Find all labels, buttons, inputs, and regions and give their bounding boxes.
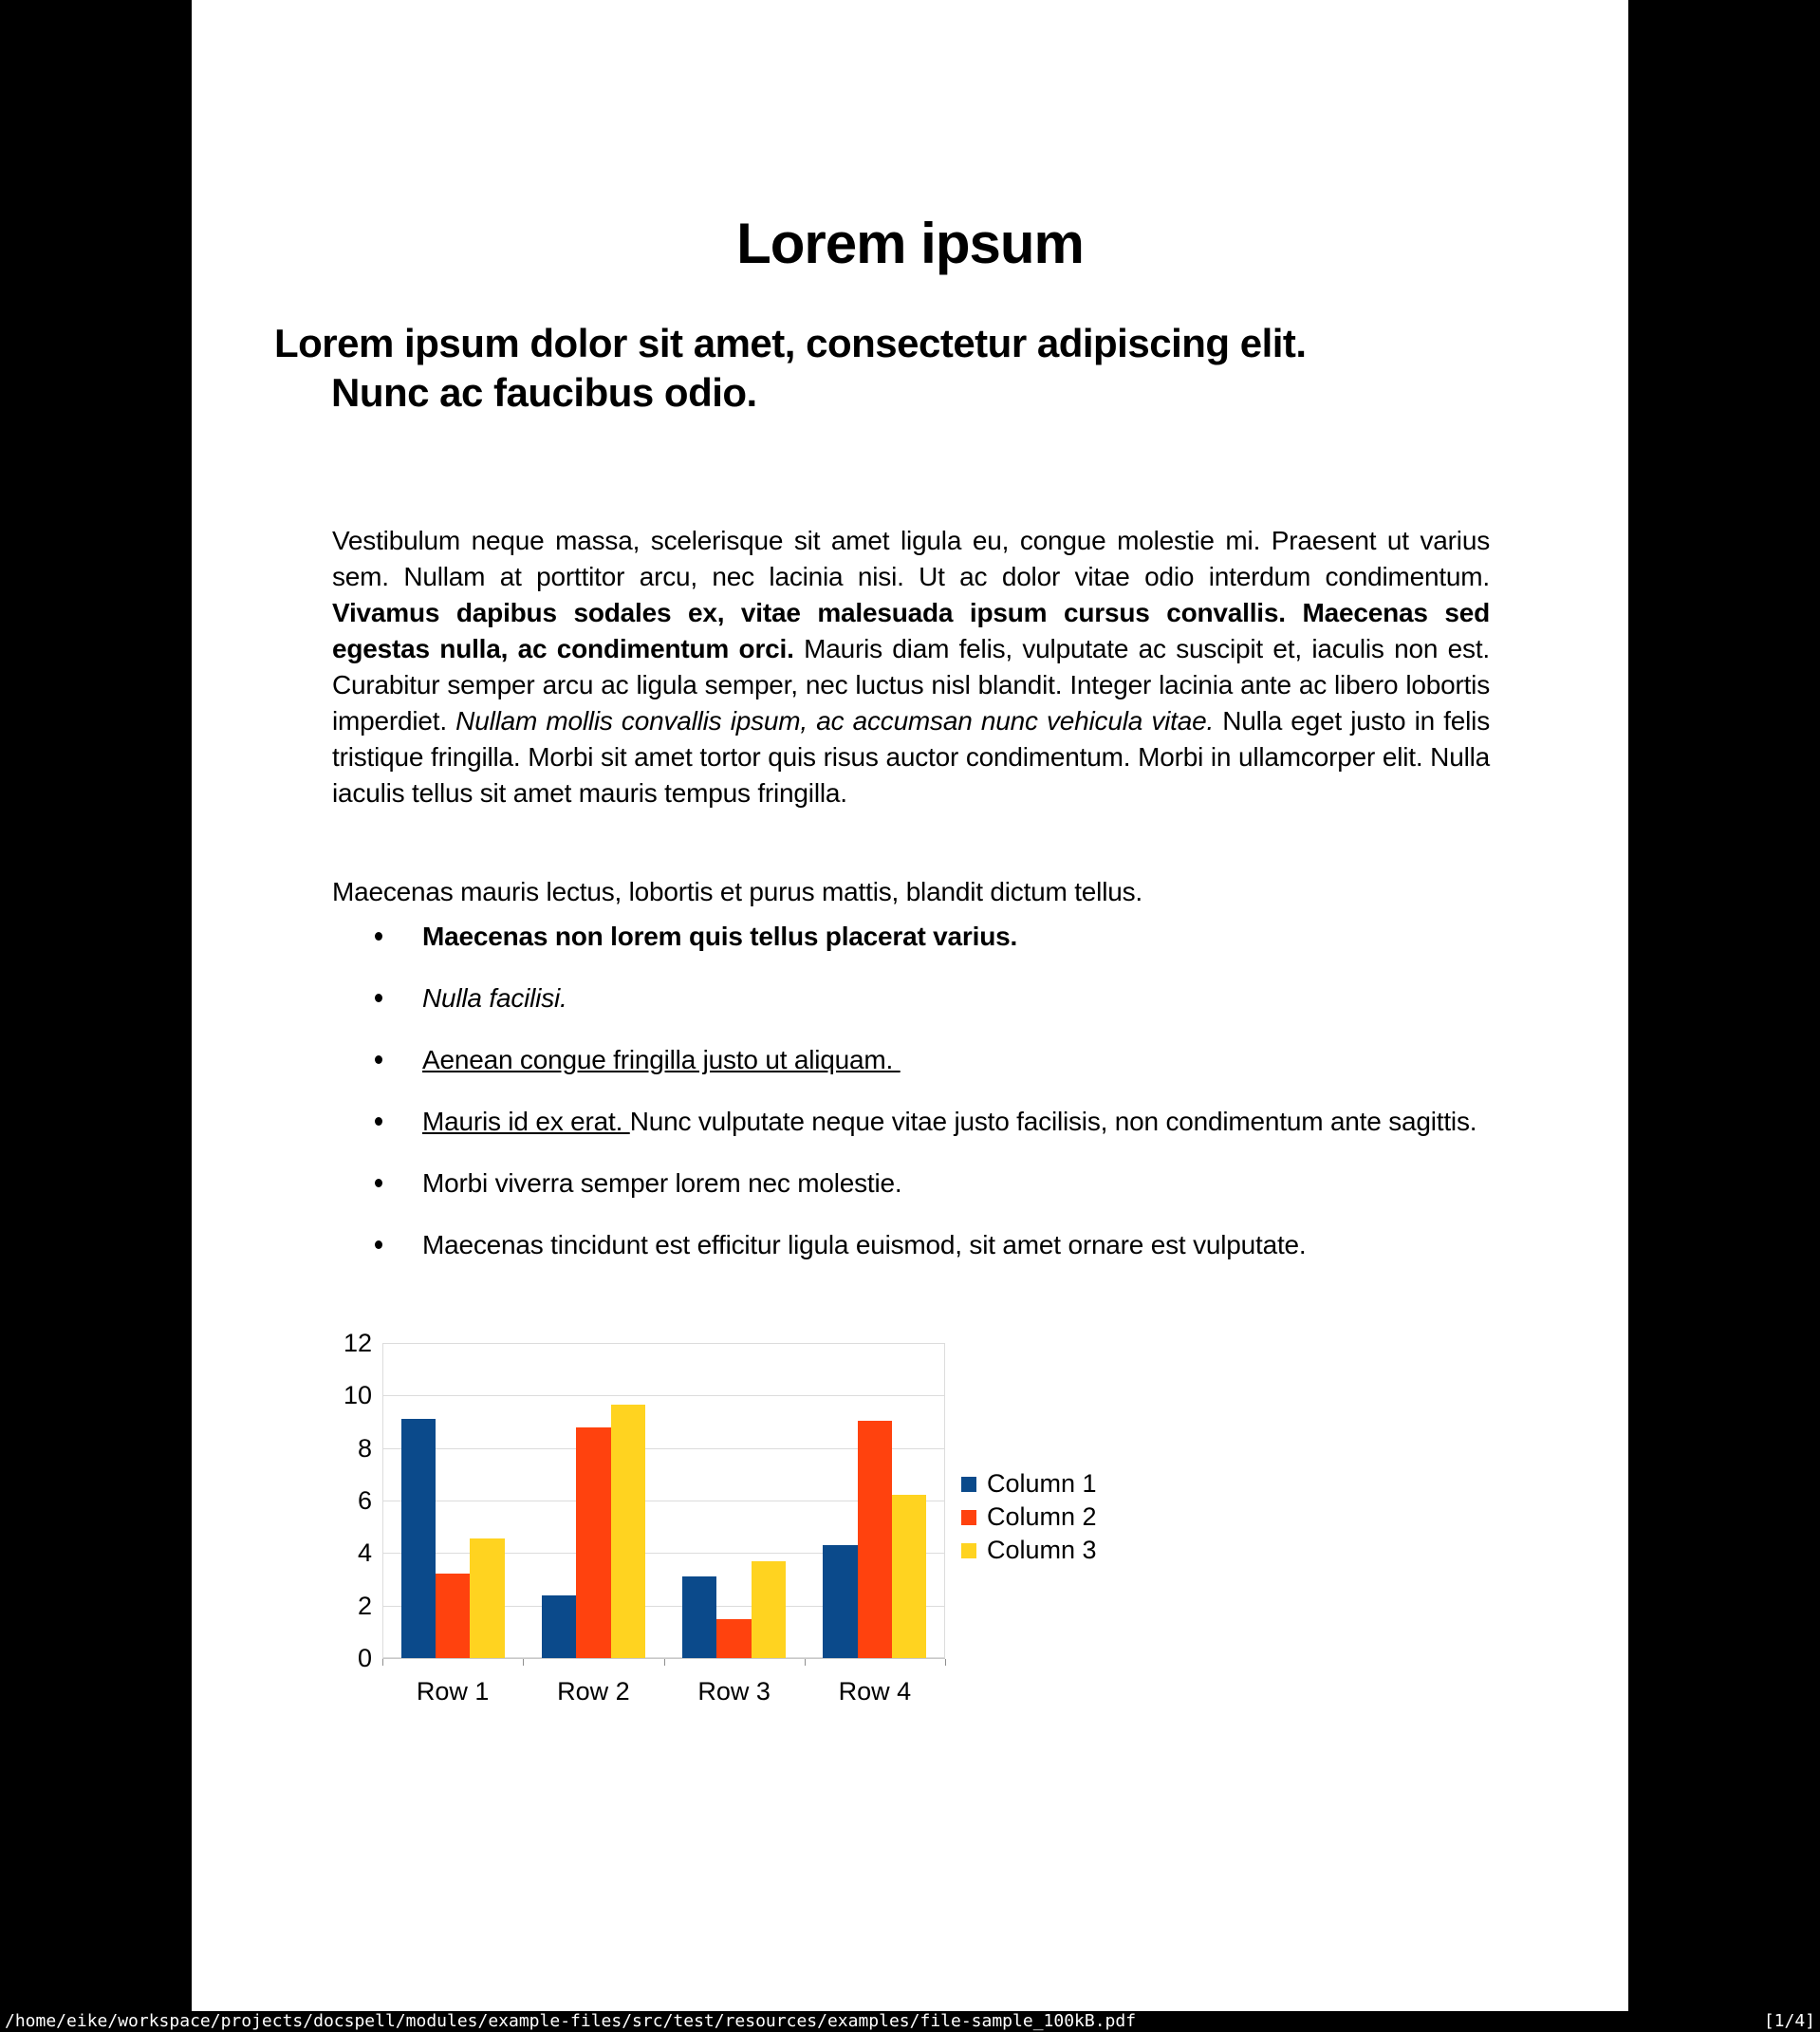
body-paragraph: [332, 523, 1490, 811]
legend-item: [961, 1501, 1097, 1534]
bullet-list: [332, 919, 1490, 1289]
legend-swatch-icon: [961, 1477, 976, 1492]
bar-column-3: [752, 1561, 786, 1658]
page-indicator: [1/4]: [1763, 2011, 1815, 2031]
bar-column-2: [436, 1574, 470, 1658]
chart-legend: [961, 1467, 1097, 1567]
status-bar: [0, 2011, 1820, 2032]
legend-swatch-icon: [961, 1543, 976, 1558]
chart-gridline: [382, 1395, 945, 1396]
chart-gridline: [382, 1343, 945, 1344]
paragraph-text-bold: Vivamus dapibus sodales ex, vitae malesuada ipsum cursus convallis. Maecenas sed egestas nulla, ac condimentum orci.: [332, 598, 1490, 663]
bullet-icon: [375, 994, 382, 1002]
list-item: [332, 980, 1490, 1016]
x-axis-category-label: Row 1: [416, 1677, 490, 1706]
bar-column-1: [542, 1595, 576, 1658]
bullet-icon: [375, 932, 382, 941]
list-item-text: Aenean congue fringilla justo ut aliquam.: [422, 1045, 901, 1074]
pdf-page: [192, 0, 1628, 2011]
x-axis-category-label: Row 3: [697, 1677, 771, 1706]
bar-column-1: [682, 1576, 716, 1658]
paragraph-text: Nulla eget justo in felis tristique fringilla. Morbi sit amet tortor quis risus auctor condimentum. Morbi in ullamcorper elit. Nulla iaculis tellus sit amet mauris tempus fringilla.: [332, 706, 1490, 808]
intro-paragraph: Maecenas mauris lectus, lobortis et purus mattis, blandit dictum tellus.: [332, 877, 1142, 906]
list-item: [332, 1165, 1490, 1202]
y-axis-tick-label: 6: [357, 1486, 372, 1515]
section-heading: [274, 319, 1508, 418]
y-axis-tick-label: 10: [343, 1381, 372, 1410]
legend-item: [961, 1467, 1097, 1501]
section-heading-line1: Lorem ipsum dolor sit amet, consectetur adipiscing elit.: [274, 321, 1307, 365]
list-item-text: Maecenas non lorem quis tellus placerat varius.: [422, 922, 1018, 951]
paragraph-text-italic: Nullam mollis convallis ipsum, ac accumsan nunc vehicula vitae.: [455, 706, 1215, 736]
list-item-text: Maecenas tincidunt est efficitur ligula euismod, sit amet ornare est vulputate.: [422, 1230, 1307, 1259]
list-item-text: Nunc vulputate neque vitae justo facilisis, non condimentum ante sagittis.: [629, 1107, 1477, 1136]
bar-column-3: [470, 1538, 504, 1658]
x-axis-tick: [523, 1659, 524, 1666]
legend-label: Column 1: [987, 1469, 1097, 1498]
x-axis-tick: [945, 1659, 946, 1666]
x-axis-category-label: Row 4: [838, 1677, 912, 1706]
bar-column-3: [892, 1495, 926, 1658]
x-axis-category-label: Row 2: [557, 1677, 630, 1706]
legend-item: [961, 1534, 1097, 1567]
legend-label: Column 3: [987, 1536, 1097, 1564]
list-item: [332, 1042, 1490, 1078]
list-item-text-underlined: Mauris id ex erat.: [422, 1107, 630, 1136]
bullet-icon: [375, 1179, 382, 1187]
bar-column-3: [611, 1405, 645, 1658]
list-item: [332, 1227, 1490, 1263]
list-item-text: Morbi viverra semper lorem nec molestie.: [422, 1168, 902, 1198]
y-axis-tick-label: 8: [357, 1433, 372, 1463]
y-axis-tick-label: 0: [357, 1644, 372, 1672]
y-axis-tick-label: 4: [357, 1538, 372, 1568]
bar-column-2: [576, 1427, 610, 1658]
list-item: [332, 919, 1490, 955]
bullet-icon: [375, 1240, 382, 1249]
bar-column-2: [858, 1421, 892, 1658]
section-heading-line2: Nunc ac faucibus odio.: [331, 370, 757, 415]
paragraph-text: Mauris diam felis, vulputate ac suscipit et, iaculis non est. Curabitur semper arcu ac ligula semper, nec luctus nisl blandit. Integer lacinia ante ac libero lobortis imperdiet.: [332, 634, 1490, 736]
list-item: [332, 1104, 1490, 1140]
bullet-icon: [375, 1117, 382, 1126]
x-axis-tick: [664, 1659, 665, 1666]
bar-column-1: [401, 1419, 436, 1658]
bar-column-1: [823, 1545, 857, 1658]
y-axis-tick-label: 12: [343, 1329, 372, 1357]
list-item-text: Nulla facilisi.: [422, 983, 567, 1013]
bar-chart: [287, 1329, 1330, 1718]
bar-column-2: [716, 1619, 751, 1659]
paragraph-text: Vestibulum neque massa, scelerisque sit amet ligula eu, congue molestie mi. Praesent ut varius sem. Nullam at porttitor arcu, nec lacinia nisi. Ut ac dolor vitae odio interdum condimentum.: [332, 526, 1490, 591]
x-axis-tick: [382, 1659, 383, 1666]
bullet-icon: [375, 1055, 382, 1064]
y-axis-tick-label: 2: [357, 1591, 372, 1620]
file-path: /home/eike/workspace/projects/docspell/modules/example-files/src/test/resources/examples/file-sample_100kB.pdf: [5, 2011, 1137, 2031]
x-axis-tick: [805, 1659, 806, 1666]
legend-label: Column 2: [987, 1502, 1097, 1531]
document-title: Lorem ipsum: [736, 212, 1084, 276]
legend-swatch-icon: [961, 1510, 976, 1525]
